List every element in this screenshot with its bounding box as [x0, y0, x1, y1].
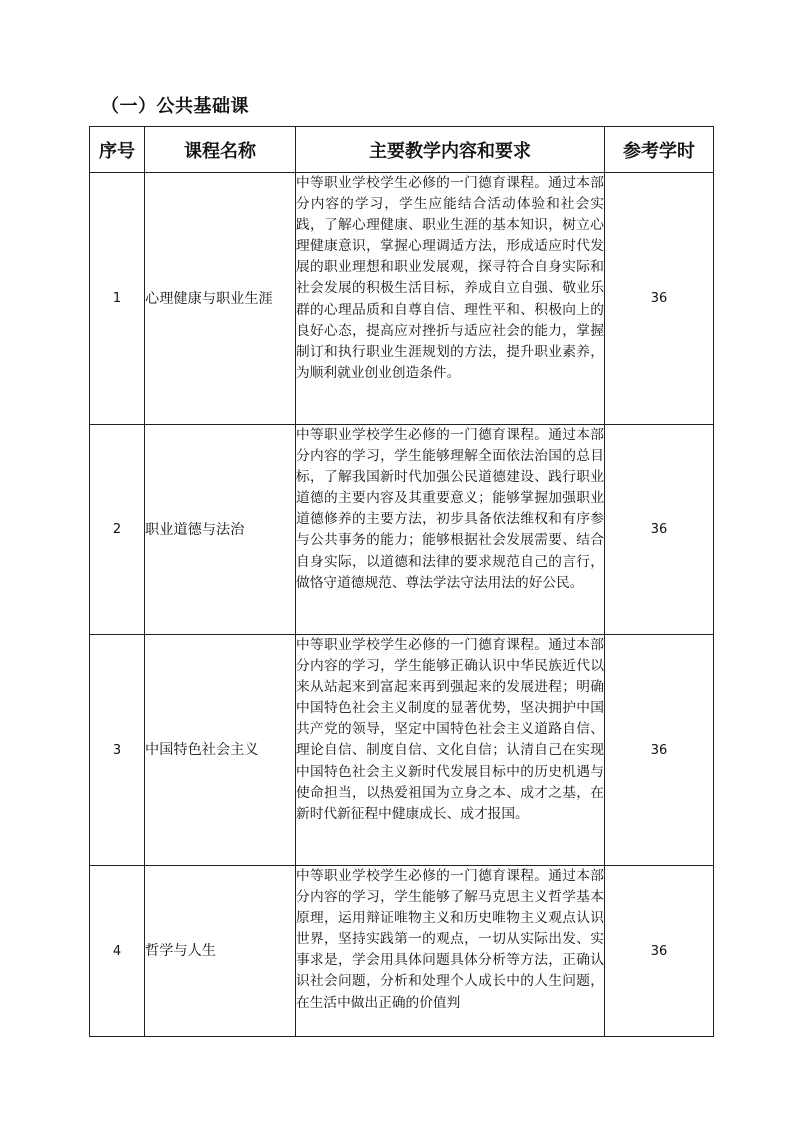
header-course-name: 课程名称: [145, 127, 296, 173]
table-row: [90, 866, 714, 1037]
row-no: 1: [90, 173, 145, 425]
row-content: 中等职业学校学生必修的一门德育课程。通过本部分内容的学习，学生能够理解全面依法治国的总目标，了解我国新时代加强公民道德建设、践行职业道德的主要内容及其重要意义；能够掌握加强职业道德修养的主要方法，初步具备依法维权和有序参与公共事务的能力；能够根据社会发展需要、结合自身实际，以道德和法律的要求规范自己的言行，做恪守道德规范、尊法学法守法用法的好公民。: [296, 425, 605, 635]
section-title: （一）公共基础课: [101, 96, 249, 117]
row-hours: 36: [605, 425, 714, 635]
row-no: 4: [90, 866, 145, 1037]
header-no: 序号: [90, 127, 145, 173]
course-table: [89, 126, 714, 1037]
table-header-row: [90, 127, 714, 173]
row-no: 3: [90, 635, 145, 866]
row-course-name: 心理健康与职业生涯: [145, 173, 296, 425]
row-content: 中等职业学校学生必修的一门德育课程。通过本部分内容的学习，学生应能结合活动体验和社会实践，了解心理健康、职业生涯的基本知识，树立心理健康意识，掌握心理调适方法，形成适应时代发展的职业理想和职业发展观，探寻符合自身实际和社会发展的积极生活目标，养成自立自强、敬业乐群的心理品质和自尊自信、理性平和、积极向上的良好心态，提高应对挫折与适应社会的能力，掌握制订和执行职业生涯规划的方法，提升职业素养，为顺利就业创业创造条件。: [296, 173, 605, 425]
table-row: [90, 425, 714, 635]
row-course-name: 中国特色社会主义: [145, 635, 296, 866]
row-hours: 36: [605, 173, 714, 425]
row-hours: 36: [605, 866, 714, 1037]
table-row: [90, 173, 714, 425]
header-content: 主要教学内容和要求: [296, 127, 605, 173]
row-course-name: 职业道德与法治: [145, 425, 296, 635]
row-course-name: 哲学与人生: [145, 866, 296, 1037]
row-content: 中等职业学校学生必修的一门德育课程。通过本部分内容的学习，学生能够正确认识中华民族近代以来从站起来到富起来再到强起来的发展进程；明确中国特色社会主义制度的显著优势，坚决拥护中国共产党的领导，坚定中国特色社会主义道路自信、理论自信、制度自信、文化自信；认清自己在实现中国特色社会主义新时代发展目标中的历史机遇与使命担当，以热爱祖国为立身之本、成才之基，在新时代新征程中健康成长、成才报国。: [296, 635, 605, 866]
row-content: 中等职业学校学生必修的一门德育课程。通过本部分内容的学习，学生能够了解马克思主义哲学基本原理，运用辩证唯物主义和历史唯物主义观点认识世界，坚持实践第一的观点，一切从实际出发、实事求是，学会用具体问题具体分析等方法，正确认识社会问题，分析和处理个人成长中的人生问题，在生活中做出正确的价值判: [296, 866, 605, 1037]
row-no: 2: [90, 425, 145, 635]
row-hours: 36: [605, 635, 714, 866]
table-row: [90, 635, 714, 866]
header-hours: 参考学时: [605, 127, 714, 173]
